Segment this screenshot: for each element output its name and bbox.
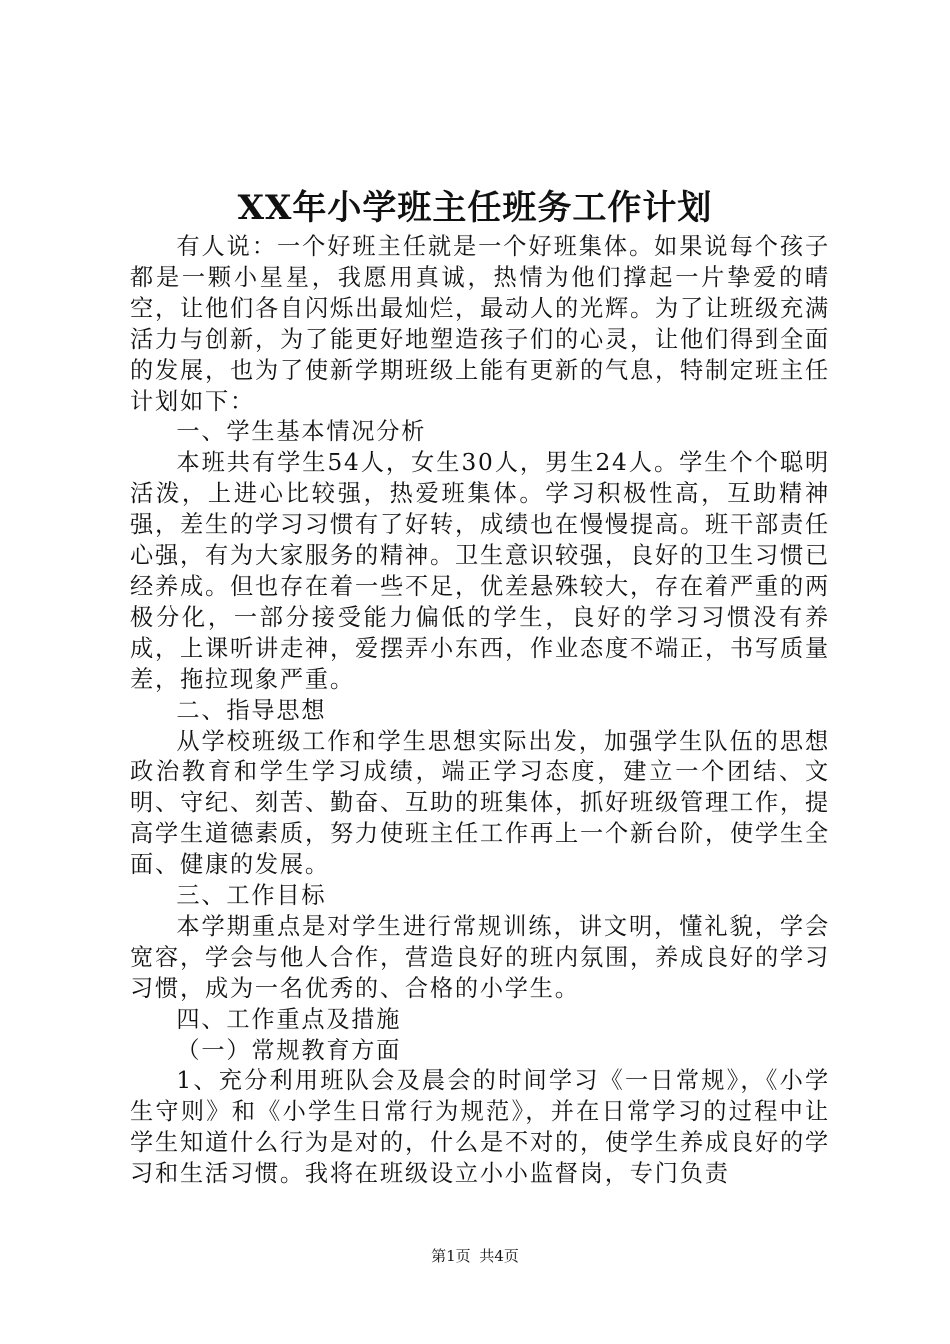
document-title: XX年小学班主任班务工作计划 [237, 188, 713, 228]
intro-paragraph: 有人说：一个好班主任就是一个好班集体。如果说每个孩子都是一颗小星星，我愿用真诚，热情为他们撑起一片挚爱的晴空，让他们各自闪烁出最灿烂，最动人的光辉。为了让班级充满活力与创新，为了能更好地塑造孩子们的心灵，让他们得到全面的发展，也为了使新学期班级上能有更新的气息，特制定班主任计划如下： [130, 233, 830, 415]
page-total: 共4页 [479, 1247, 519, 1265]
page-footer [0, 1245, 950, 1267]
section-heading-2: 二、指导思想 [176, 696, 327, 724]
page-number: 第1页 [431, 1247, 471, 1265]
section-heading-3: 三、工作目标 [176, 882, 327, 910]
section-paragraph-1: 本班共有学生54人，女生30人，男生24人。学生个个聪明活泼，上进心比较强，热爱班集体。学习积极性高，互助精神强，差生的学习习惯有了好转，成绩也在慢慢提高。班干部责任心强，有为大家服务的精神。卫生意识较强，良好的卫生习惯已经养成。但也存在着一些不足，优差悬殊较大，存在着严重的两极分化，一部分接受能力偏低的学生，良好的学习习惯没有养成，上课听讲走神，爱摆弄小东西，作业态度不端正，书写质量差，拖拉现象严重。 [130, 449, 830, 693]
section-paragraph-3: 本学期重点是对学生进行常规训练，讲文明，懂礼貌，学会宽容，学会与他人合作，营造良好的班内氛围，养成良好的学习习惯，成为一名优秀的、合格的小学生。 [130, 912, 830, 1002]
subsection-heading-1: （一）常规教育方面 [176, 1036, 402, 1064]
section-heading-4: 四、工作重点及措施 [176, 1005, 402, 1033]
section-paragraph-2: 从学校班级工作和学生思想实际出发，加强学生队伍的思想政治教育和学生学习成绩，端正学习态度，建立一个团结、文明、守纪、刻苦、勤奋、互助的班集体，抓好班级管理工作，提高学生道德素质，努力使班主任工作再上一个新台阶，使学生全面、健康的发展。 [130, 727, 830, 879]
section-heading-1: 一、学生基本情况分析 [176, 418, 427, 446]
document-body [130, 232, 830, 1190]
subsection-paragraph-1: 1、充分利用班队会及晨会的时间学习《一日常规》，《小学生守则》和《小学生日常行为规范》，并在日常学习的过程中让学生知道什么行为是对的，什么是不对的，使学生养成良好的学习和生活习惯。我将在班级设立小小监督岗，专门负责 [130, 1067, 830, 1188]
